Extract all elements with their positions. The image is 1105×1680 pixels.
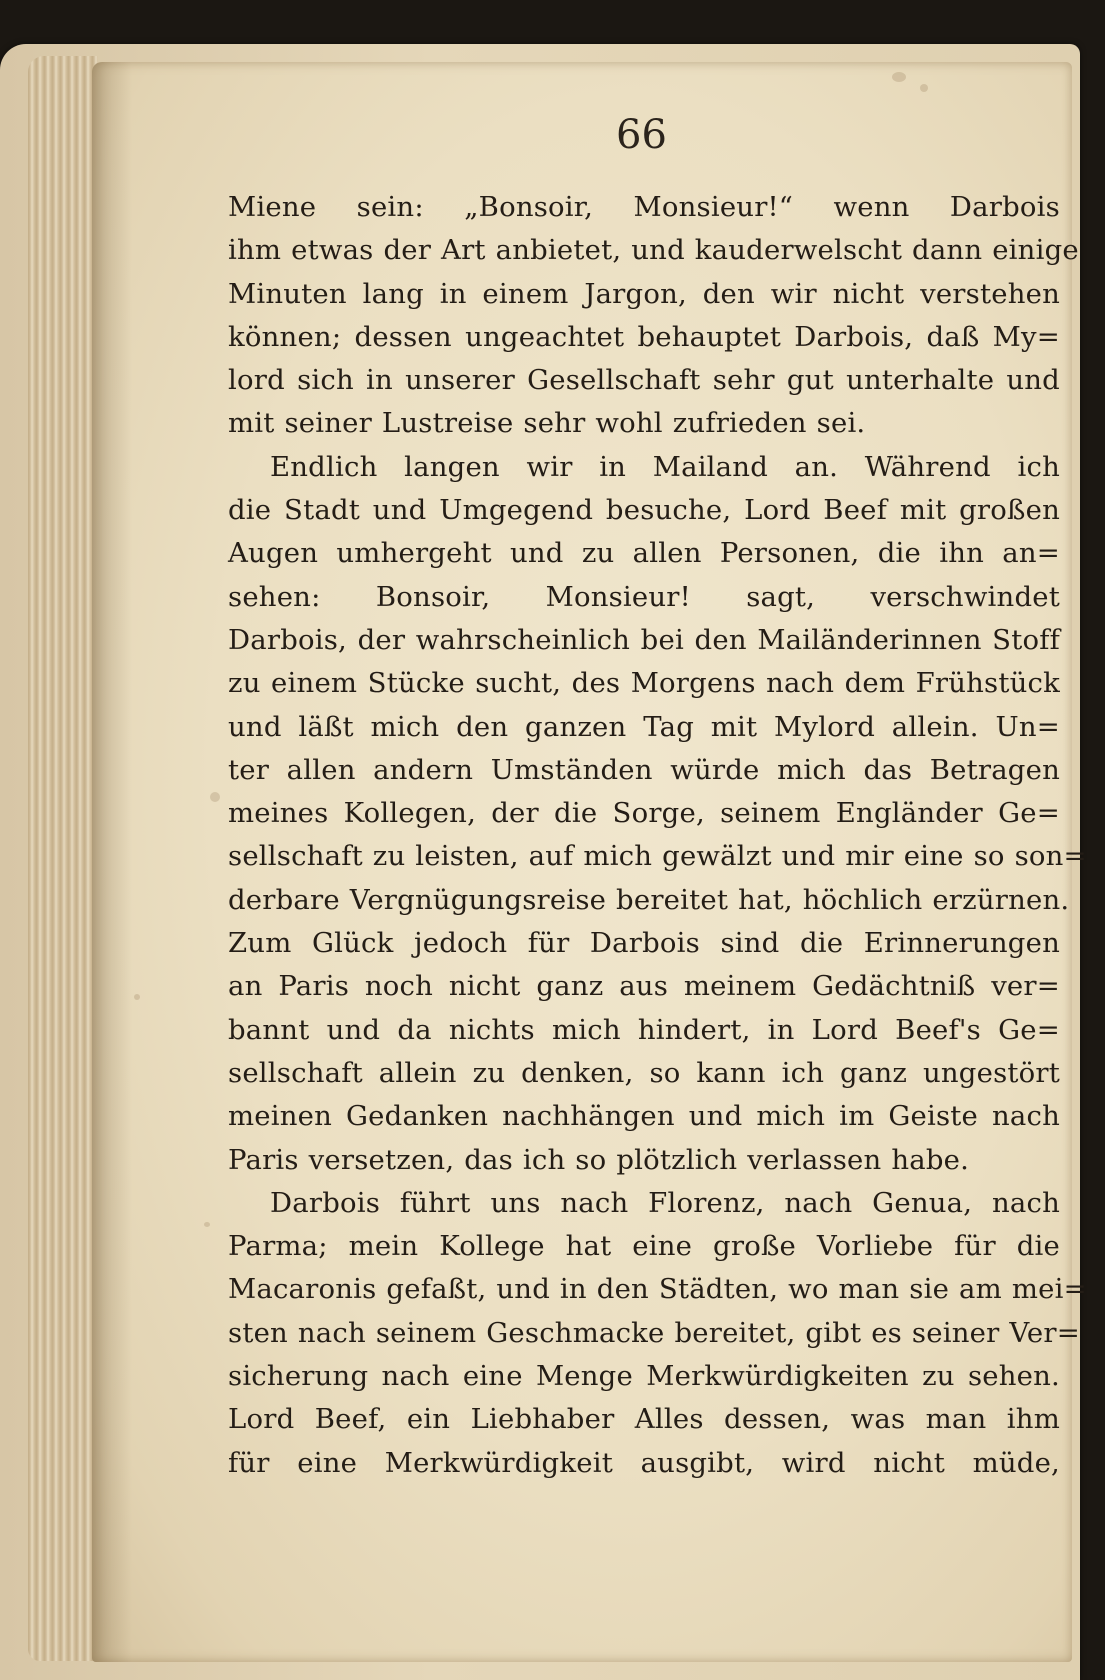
body-text	[228, 186, 1087, 1485]
text-line: Darbois führt uns nach Florenz, nach Genua, nach	[270, 1186, 1060, 1219]
text-line: Paris versetzen, das ich so plötzlich verlassen habe.	[228, 1143, 970, 1176]
page-number: 66	[616, 112, 667, 158]
text-line: sehen: Bonsoir, Monsieur! sagt, verschwindet	[228, 580, 1060, 613]
text-line: Minuten lang in einem Jargon, den wir nicht verstehen	[228, 277, 1060, 310]
foxing-spot	[920, 84, 928, 92]
text-line: die Stadt und Umgegend besuche, Lord Beef mit großen	[228, 494, 1060, 527]
text-line: derbare Vergnügungsreise bereitet hat, höchlich erzürnen.	[228, 883, 1070, 916]
text-line: und läßt mich den ganzen Tag mit Mylord allein. Un=	[228, 710, 1060, 743]
text-line: Miene sein: „Bonsoir, Monsieur!“ wenn Darbois	[228, 191, 1060, 223]
text-line: lord sich in unserer Gesellschaft sehr gut unterhalte und	[228, 364, 1060, 397]
text-line: bannt und da nichts mich hindert, in Lord Beef's Ge=	[228, 1013, 1060, 1046]
text-line: sellschaft allein zu denken, so kann ich ganz ungestört	[228, 1056, 1060, 1089]
text-line: sicherung nach eine Menge Merkwürdigkeiten zu sehen.	[228, 1360, 1060, 1393]
text-line: Endlich langen wir in Mailand an. Während ich	[270, 450, 1060, 483]
text-line: Lord Beef, ein Liebhaber Alles dessen, was man ihm	[228, 1403, 1060, 1436]
text-line: mit seiner Lustreise sehr wohl zufrieden sei.	[228, 407, 866, 440]
text-line: ihm etwas der Art anbietet, und kauderwelscht dann einige	[228, 234, 1079, 267]
foxing-spot	[892, 72, 906, 82]
text-line: für eine Merkwürdigkeit ausgibt, wird nicht müde,	[228, 1446, 1060, 1479]
text-line: meines Kollegen, der die Sorge, seinem Engländer Ge=	[228, 797, 1060, 830]
text-line: meinen Gedanken nachhängen und mich im Geiste nach	[228, 1100, 1060, 1133]
text-line: an Paris noch nicht ganz aus meinem Gedächtniß ver=	[228, 970, 1060, 1003]
page-stack-edges	[28, 56, 98, 1661]
gutter-shadow	[92, 62, 132, 1662]
foxing-spot	[210, 792, 220, 802]
text-line: sten nach seinem Geschmacke bereitet, gibt es seiner Ver=	[228, 1316, 1080, 1349]
text-line: Darbois, der wahrscheinlich bei den Mailänderinnen Stoff	[228, 623, 1060, 656]
text-line: können; dessen ungeachtet behauptet Darbois, daß My=	[228, 320, 1060, 353]
text-line: zu einem Stücke sucht, des Morgens nach dem Frühstück	[228, 667, 1060, 700]
text-line: sellschaft zu leisten, auf mich gewälzt und mir eine so son=	[228, 840, 1087, 873]
text-line: Zum Glück jedoch für Darbois sind die Erinnerungen	[228, 927, 1060, 960]
text-line: ter allen andern Umständen würde mich das Betragen	[228, 753, 1060, 786]
foxing-spot	[204, 1222, 210, 1227]
text-line: Augen umhergeht und zu allen Personen, die ihn an=	[228, 537, 1060, 570]
text-line: Parma; mein Kollege hat eine große Vorliebe für die	[228, 1230, 1060, 1263]
text-line: Macaronis gefaßt, und in den Städten, wo man sie am mei=	[228, 1273, 1087, 1306]
foxing-spot	[134, 994, 140, 1000]
